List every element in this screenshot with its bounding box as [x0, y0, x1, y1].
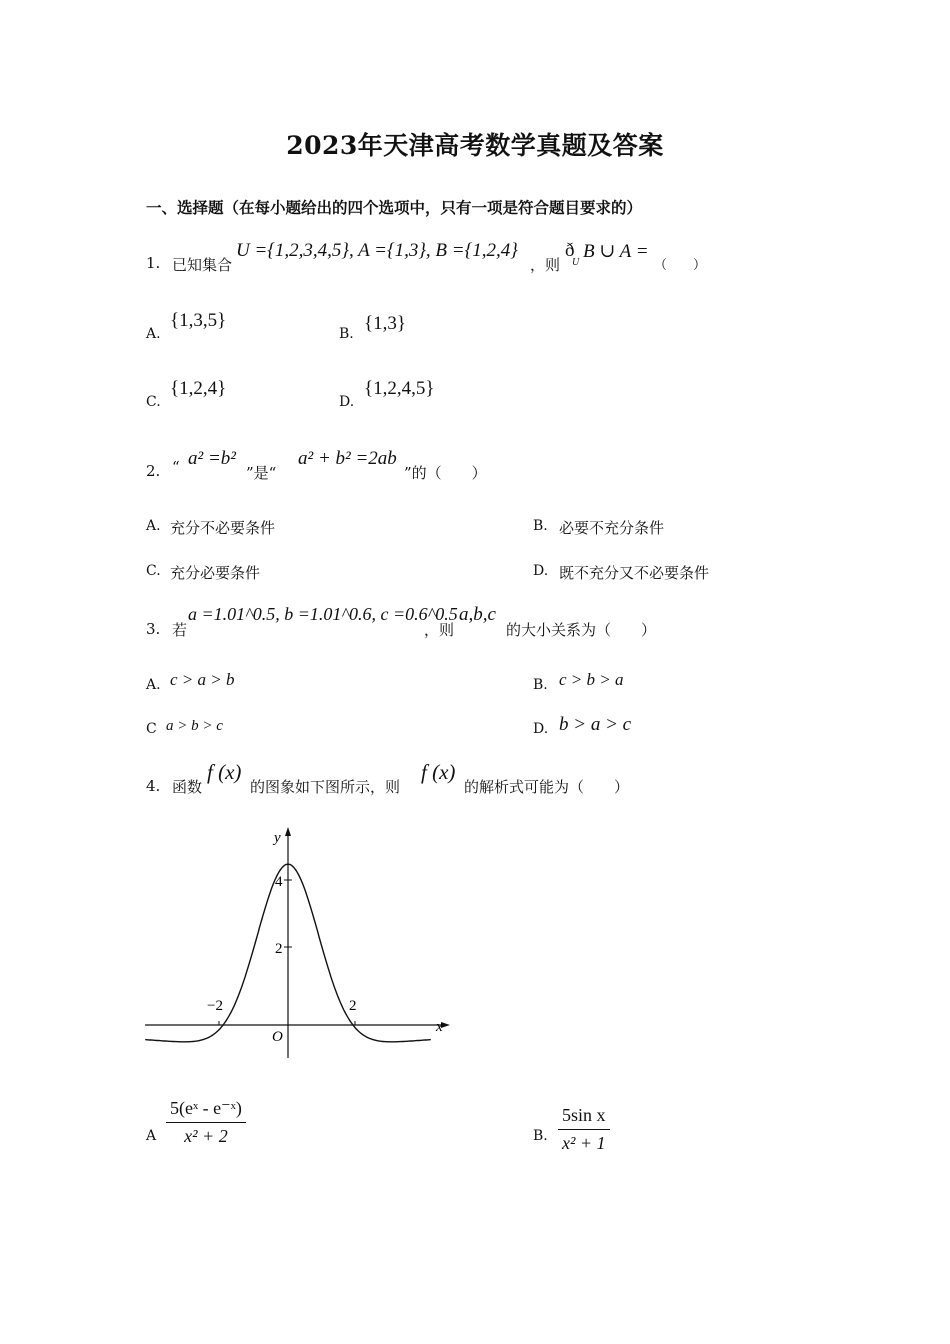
- option-label: B.: [533, 1128, 548, 1144]
- option-b-fraction: [558, 1105, 610, 1154]
- question-text: ”是“: [246, 464, 277, 482]
- y-axis-arrow: [285, 827, 291, 836]
- question-number: 3.: [146, 620, 161, 638]
- question-text: ”的（ ）: [404, 464, 487, 482]
- option-label: C: [146, 721, 157, 737]
- option-label: C.: [146, 563, 161, 579]
- question-math: U ={1,2,3,4,5}, A ={1,3}, B ={1,2,4}: [236, 240, 518, 261]
- option-label: D.: [533, 721, 549, 737]
- option-label: B.: [339, 326, 354, 342]
- option-value: {1,3,5}: [170, 310, 227, 331]
- x-axis-label: x: [436, 1019, 443, 1035]
- question-number: 2.: [146, 462, 161, 480]
- fraction-denominator: x² + 1: [561, 1133, 606, 1153]
- question-math: B ∪ A =: [583, 241, 649, 262]
- option-value: c > b > a: [559, 670, 624, 689]
- question-number: 1.: [146, 254, 161, 272]
- question-text: 函数: [172, 778, 203, 796]
- question-math: a² + b² =2ab: [298, 448, 397, 469]
- option-label: D.: [339, 394, 355, 410]
- question-math: f (x): [207, 760, 242, 784]
- question-text: ，则: [530, 256, 561, 274]
- option-value: 充分必要条件: [170, 564, 261, 582]
- x-tick-label: 2: [349, 998, 357, 1014]
- option-value: b > a > c: [559, 714, 632, 735]
- answer-blank: （ ）: [654, 258, 707, 273]
- question-math: f (x): [421, 760, 456, 784]
- option-value: 既不充分又不必要条件: [559, 564, 710, 582]
- option-value: 必要不充分条件: [559, 519, 665, 537]
- question-math: a,b,c: [459, 604, 496, 625]
- question-text: 若: [172, 621, 188, 639]
- fraction-numerator: 5sin x: [558, 1105, 610, 1130]
- y-tick-label: 2: [275, 941, 283, 957]
- question-text: “: [172, 458, 180, 476]
- complement-symbol: ð: [565, 240, 575, 261]
- complement-subscript: U: [572, 257, 580, 268]
- x-tick-label: −2: [207, 998, 223, 1014]
- option-value: {1,2,4,5}: [364, 378, 435, 399]
- option-a-fraction: [166, 1098, 246, 1147]
- y-axis-label: y: [274, 830, 281, 846]
- fraction-numerator: 5(eˣ - e⁻ˣ): [166, 1098, 246, 1123]
- page-title: 2023年天津高考数学真题及答案: [286, 131, 664, 160]
- section-heading: 一、选择题（在每小题给出的四个选项中，只有一项是符合题目要求的）: [146, 198, 643, 217]
- fraction-denominator: x² + 2: [184, 1126, 228, 1146]
- question-math: a =1.01^0.5, b =1.01^0.6, c =0.6^0.5: [188, 604, 458, 624]
- option-value: 充分不必要条件: [170, 519, 276, 537]
- option-label: A.: [146, 677, 161, 693]
- option-label: A.: [146, 326, 161, 342]
- question-text: 的解析式可能为（ ）: [464, 778, 630, 796]
- question-math: a² =b²: [188, 448, 236, 469]
- option-value: {1,2,4}: [170, 378, 227, 399]
- question-number: 4.: [146, 777, 161, 795]
- option-label: A.: [146, 518, 161, 534]
- option-value: a > b > c: [166, 718, 223, 734]
- option-label: B.: [533, 518, 548, 534]
- question-text: 已知集合: [172, 256, 233, 274]
- function-graph: [140, 820, 460, 1065]
- option-label: A: [146, 1128, 157, 1144]
- option-value: c > a > b: [170, 670, 235, 689]
- option-label: B.: [533, 677, 548, 693]
- option-label: C.: [146, 394, 161, 410]
- option-label: D.: [533, 563, 549, 579]
- question-text: 的图象如下图所示，则: [250, 778, 401, 796]
- y-tick-label: 4: [275, 874, 283, 890]
- origin-label: O: [272, 1029, 283, 1045]
- option-value: {1,3}: [364, 313, 406, 334]
- question-text: ，则: [424, 621, 455, 639]
- question-text: 的大小关系为（ ）: [506, 621, 657, 639]
